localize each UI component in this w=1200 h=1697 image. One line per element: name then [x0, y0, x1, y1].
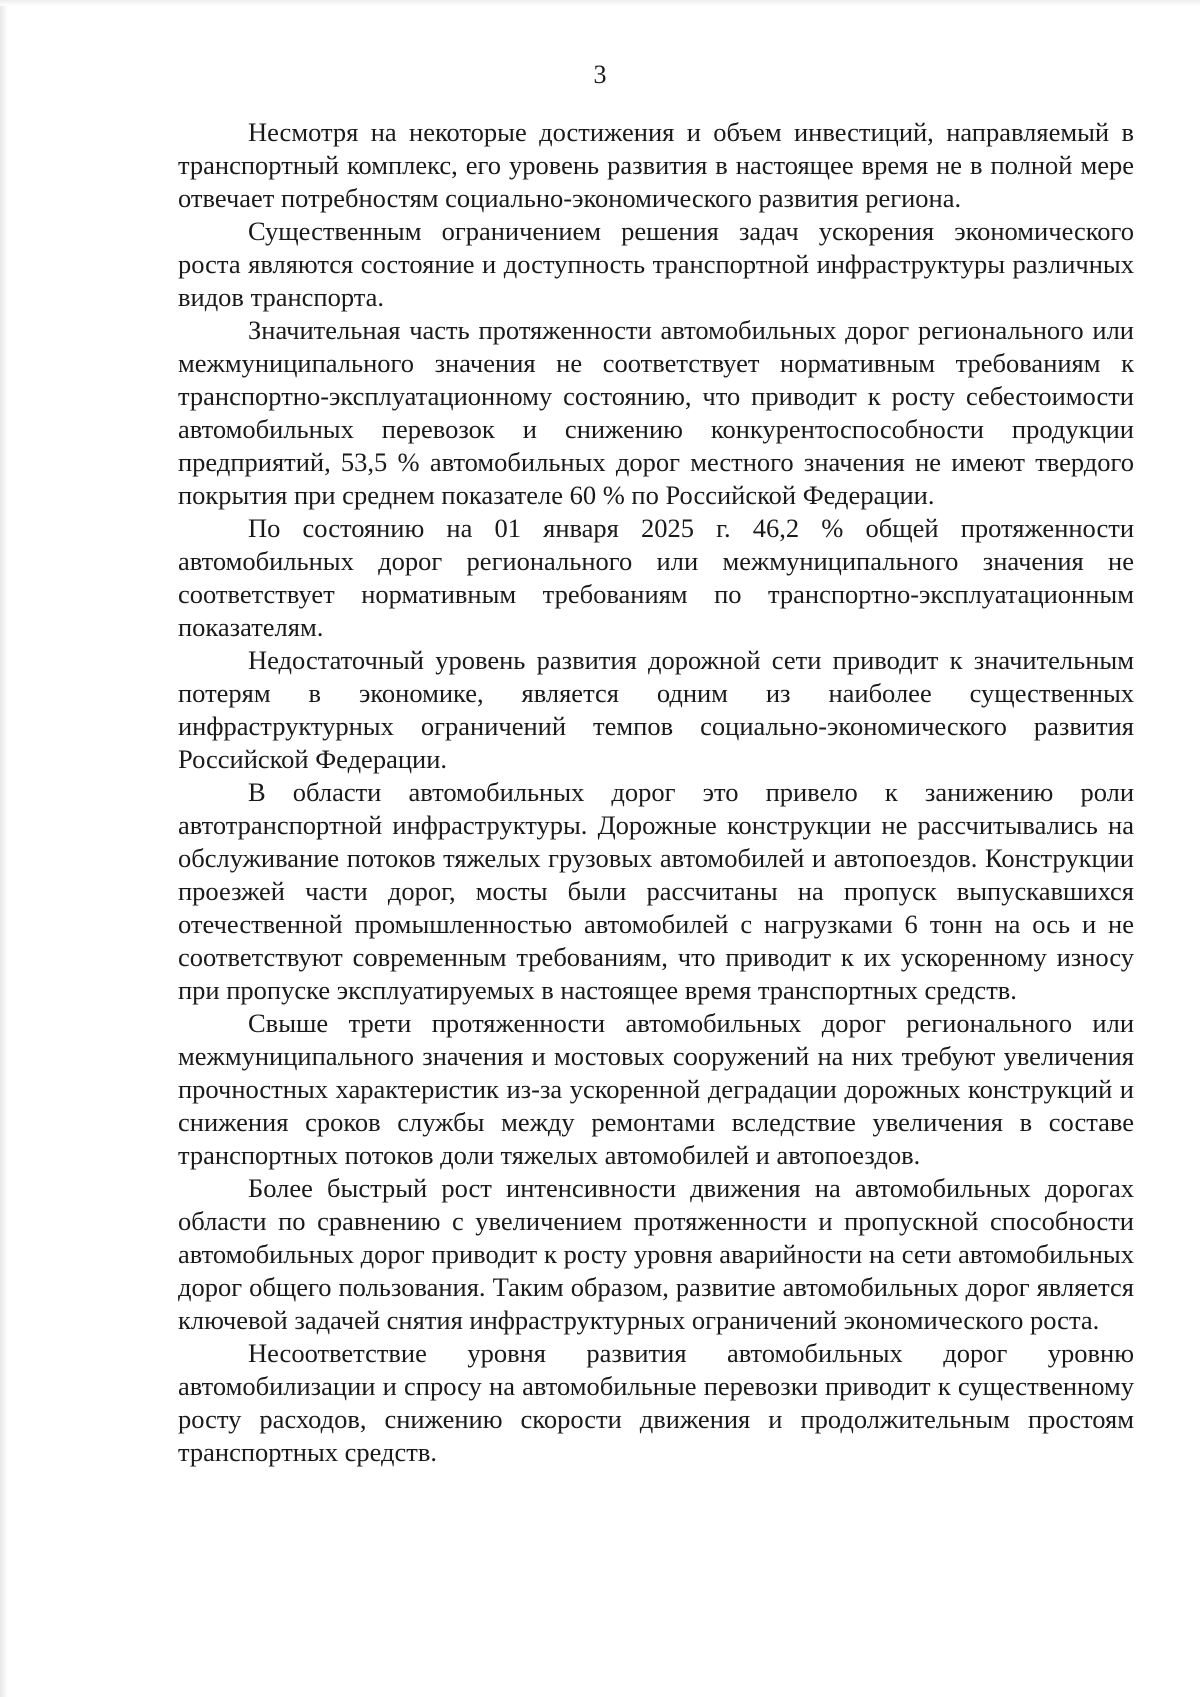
paragraph: Свыше трети протяженности автомобильных дорог регионального или межмуниципального значения и мостовых сооружений на них требуют увеличения прочностных характеристик из-за ускоренной деградации дорожных конструкций и снижения сроков службы между ремонтами вследствие увеличения в составе транспортных потоков доли тяжелых автомобилей и автопоездов. — [178, 1008, 1134, 1170]
paragraph: Несоответствие уровня развития автомобильных дорог уровню автомобилизации и спросу на автомобильные перевозки приводит к существенному росту расходов, снижению скорости движения и продолжительным простоям транспортных средств. — [178, 1338, 1134, 1467]
document-body — [178, 116, 1134, 1469]
paragraph: По состоянию на 01 января 2025 г. 46,2 % общей протяженности автомобильных дорог регионального или межмуниципального значения не соответствует нормативным требованиям по транспортно-эксплуатационным показателям. — [178, 513, 1134, 642]
paragraph: Существенным ограничением решения задач ускорения экономического роста являются состояние и доступность транспортной инфраструктуры различных видов транспорта. — [178, 216, 1134, 312]
paragraph: Недостаточный уровень развития дорожной сети приводит к значительным потерям в экономике, является одним из наиболее существенных инфраструктурных ограничений темпов социально-экономического развития Российской Федерации. — [178, 645, 1134, 774]
paragraph: Значительная часть протяженности автомобильных дорог регионального или межмуниципального значения не соответствует нормативным требованиям к транспортно-эксплуатационному состоянию, что приводит к росту себестоимости автомобильных перевозок и снижению конкурентоспособности продукции предприятий, 53,5 % автомобильных дорог местного значения не имеют твердого покрытия при среднем показателе 60 % по Российской Федерации. — [178, 315, 1134, 510]
paragraph: Несмотря на некоторые достижения и объем инвестиций, направляемый в транспортный комплекс, его уровень развития в настоящее время не в полной мере отвечает потребностям социально-экономического развития региона. — [178, 117, 1134, 213]
paragraph: В области автомобильных дорог это привело к занижению роли автотранспортной инфраструктуры. Дорожные конструкции не рассчитывались на обслуживание потоков тяжелых грузовых автомобилей и автопоездов. Конструкции проезжей части дорог, мосты были рассчитаны на пропуск выпускавшихся отечественной промышленностью автомобилей с нагрузками 6 тонн на ось и не соответствуют современным требованиям, что приводит к их ускоренному износу при пропуске эксплуатируемых в настоящее время транспортных средств. — [178, 777, 1134, 1005]
paragraph: Более быстрый рост интенсивности движения на автомобильных дорогах области по сравнению с увеличением протяженности и пропускной способности автомобильных дорог приводит к росту уровня аварийности на сети автомобильных дорог общего пользования. Таким образом, развитие автомобильных дорог является ключевой задачей снятия инфраструктурных ограничений экономического роста. — [178, 1173, 1134, 1335]
scan-edge-top — [0, 0, 1200, 6]
scan-edge-left — [0, 0, 8, 1697]
page-number: 3 — [593, 60, 607, 89]
